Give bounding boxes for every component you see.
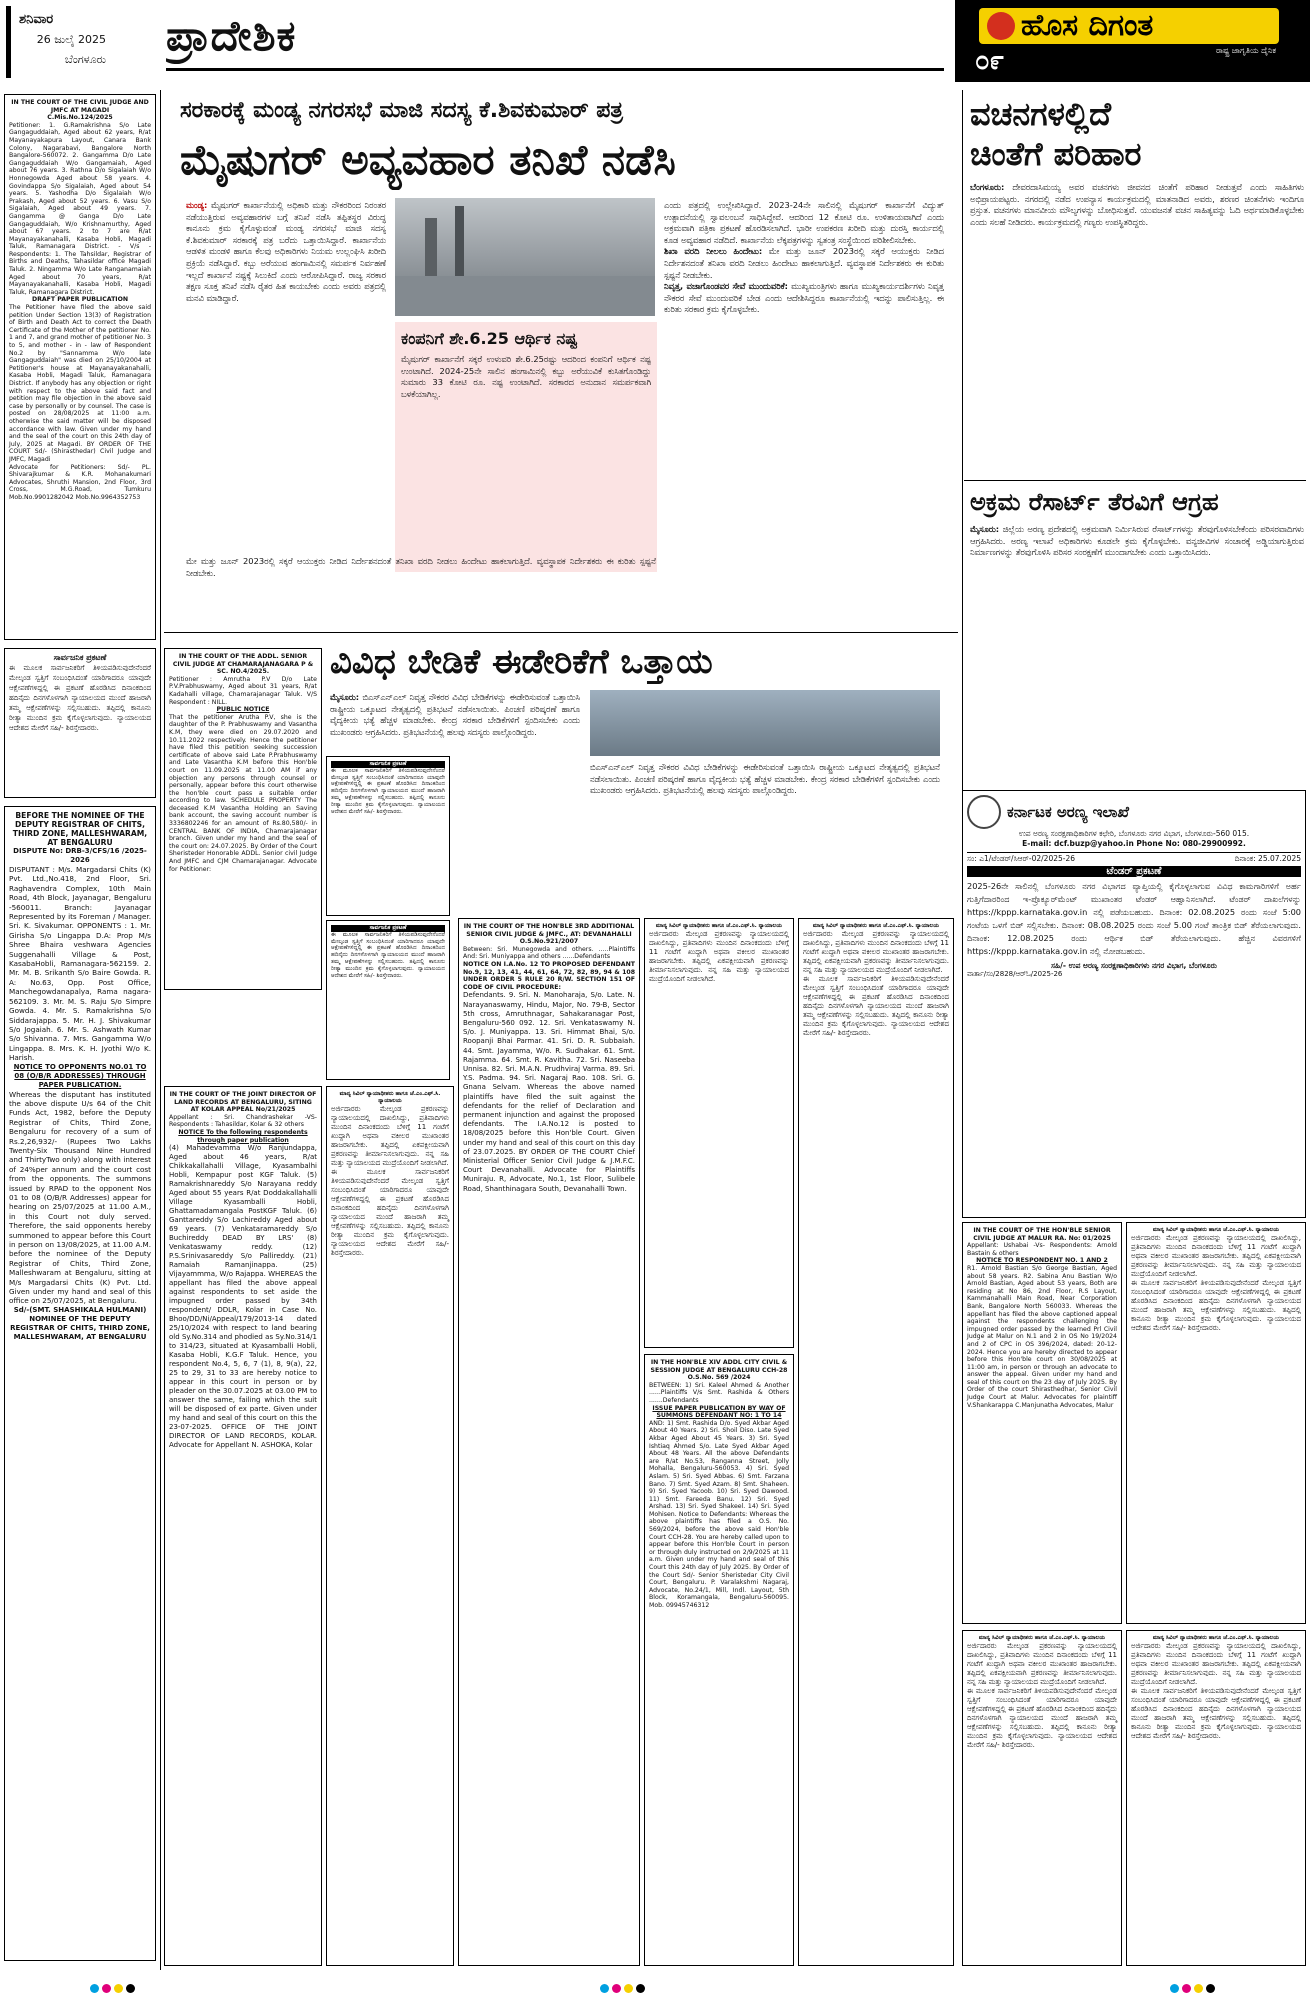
notice-heading: ಮಾನ್ಯ ಸಿವಿಲ್ ನ್ಯಾಯಾಧೀಶರು ಹಾಗೂ ಜೆ.ಎಂ.ಎಫ್.ಸಿ. ನ್ಯಾಯಾಲಯ [655,923,783,929]
notice-body: BETWEEN: 1) Sri. Kaleel Ahmed & Another ......Plaintiffs V/s Smt. Rashida & Others .......Defendants [649,1381,789,1404]
resort-body: ಮೈಸೂರು: ಜಿಲ್ಲೆಯ ಅರಣ್ಯ ಪ್ರದೇಶದಲ್ಲಿ ಅಕ್ರಮವಾಗಿ ನಿರ್ಮಿಸಿರುವ ರೆಸಾರ್ಟ್‌ಗಳನ್ನು ತೆರವುಗೊಳಿಸಬೇಕೆಂದು ಪರಿಸರವಾದಿಗಳು ಆಗ್ರಹಿಸಿದರು. ಅರಣ್ಯ ಇಲಾಖೆ ಅಧಿಕಾರಿಗಳು ಕೂಡಲೇ ಕ್ರಮ ಕೈಗೊಳ್ಳಬೇಕು. ವನ್ಯಜೀವಿಗಳ ಸಂಚಾರಕ್ಕೆ ಅಡ್ಡಿಯಾಗುತ್ತಿರುವ ನಿರ್ಮಾಣಗಳನ್ನು ತೆರವುಗೊಳಿಸಿ ಪರಿಸರ ಸಂರಕ್ಷಣೆಗೆ ಮುಂದಾಗಬೇಕು ಎಂದು ಒತ್ತಾಯಿಸಿದರು. [970,524,1304,558]
masthead-date-box [6,6,106,78]
notice-malur-court [962,1222,1122,1624]
notice-kn-court-2 [644,918,794,1348]
forest-body: 2025-26ನೇ ಸಾಲಿನಲ್ಲಿ ಬೆಂಗಳೂರು ನಗರ ವಿಭಾಗದ ವ್ಯಾಪ್ತಿಯಲ್ಲಿ ಕೈಗೊಳ್ಳಲಾಗುವ ವಿವಿಧ ಕಾಮಗಾರಿಗಳಿಗೆ ಅರ್ಹ ಗುತ್ತಿಗೆದಾರರಿಂದ ಇ-ಪ್ರೊಕ್ಯೂರ್‌ಮೆಂಟ್ ಮುಖಾಂತರ ಟೆಂಡರ್ ಆಹ್ವಾನಿಸಲಾಗಿದೆ. ಟೆಂಡರ್ ದಾಖಲೆಗಳನ್ನು https://kppp.karnataka.gov.in ನಲ್ಲಿ ಪಡೆಯಬಹುದು. ದಿನಾಂಕ: 02.08.2025 ರಂದು ಸಂಜೆ 5:00 ಗಂಟೆಯ ಒಳಗೆ ಬಿಡ್ ಸಲ್ಲಿಸಬೇಕು. ದಿನಾಂಕ: 08.08.2025 ರಂದು ಸಂಜೆ 5.00 ಗಂಟೆ ತಾಂತ್ರಿಕ ಬಿಡ್ ತೆರೆಯಲಾಗುವುದು. ದಿನಾಂಕ: 12.08.2025 ರಂದು ಆರ್ಥಿಕ ಬಿಡ್ ತೆರೆಯಲಾಗುವುದು. ಹೆಚ್ಚಿನ ವಿವರಗಳಿಗೆ https://kppp.karnataka.gov.in ನಲ್ಲಿ ನೋಡಬಹುದು. [967,880,1301,956]
notice-kn-small-2 [326,920,450,1080]
notice-body: ಅರ್ಜಿದಾರರು ಮೇಲ್ಕಂಡ ಪ್ರಕರಣವನ್ನು ನ್ಯಾಯಾಲಯದಲ್ಲಿ ದಾಖಲಿಸಿದ್ದು, ಪ್ರತಿವಾದಿಗಳು ಮುಂದಿನ ದಿನಾಂಕದಂದು ಬೆಳಿಗ್ಗೆ 11 ಗಂಟೆಗೆ ಖುದ್ದಾಗಿ ಅಥವಾ ವಕೀಲರ ಮುಖಾಂತರ ಹಾಜರಾಗಬೇಕು. ತಪ್ಪಿದಲ್ಲಿ ಏಕಪಕ್ಷೀಯವಾಗಿ ಪ್ರಕರಣವನ್ನು ತೀರ್ಮಾನಿಸಲಾಗುವುದು. ನನ್ನ ಸಹಿ ಮತ್ತು ನ್ಯಾಯಾಲಯದ ಮುದ್ರೆಯೊಂದಿಗೆ ನೀಡಲಾಗಿದೆ. [331,1104,449,1167]
demands-headline: ವಿವಿಧ ಬೇಡಿಕೆ ಈಡೇರಿಕೆಗೆ ಒತ್ತಾಯ [330,642,713,682]
notice-heading: ಸಾರ್ವಜನಿಕ ಪ್ರಕಟಣೆ [53,653,107,662]
notice-forest-tender [962,790,1306,1218]
column-divider [962,90,963,790]
lead-body-2: ಎಂದು ಪತ್ರದಲ್ಲಿ ಉಲ್ಲೇಖಿಸಿದ್ದಾರೆ. 2023-24ನೇ ಸಾಲಿನಲ್ಲಿ ಮೈಷುಗರ್ ಕಾರ್ಖಾನೆಗೆ ವಿದ್ಯುತ್ ಉತ್ಪಾದನೆಯಲ್ಲಿ ಸ್ವಾವಲಂಬನೆ ಸಾಧಿಸಿದ್ದೇವೆ. ಆದರಿಂದ 12 ಕೋಟಿ ರೂ. ಉಳಿತಾಯವಾಗಿದೆ ಎಂದು ಅಕ್ರಮವಾಗಿ ಪತ್ರಿಕಾ ಪ್ರಕಟಣೆ ಹೊರಡಿಸಲಾಗಿದೆ. ಭಾರೀ ಉಪಕರಣ ಖರೀದಿ ಮತ್ತು ದುರಸ್ತಿ ಕಾರ್ಯದಲ್ಲಿ ಕೂಡ ಅವ್ಯವಹಾರ ನಡೆದಿದೆ. ಕಾರ್ಖಾನೆಯ ಲೆಕ್ಕಪತ್ರಗಳನ್ನು ಸ್ವತಂತ್ರ ಸಂಸ್ಥೆಯಿಂದ ಪರಿಶೀಲಿಸಬೇಕು. [664,200,944,245]
registration-marks [90,1984,135,1993]
notice-heading: ಮಾನ್ಯ ಸಿವಿಲ್ ನ್ಯಾಯಾಧೀಶರು ಹಾಗೂ ಜೆ.ಎಂ.ಎಫ್.ಸಿ. ನ್ಯಾಯಾಲಯ [339,1091,441,1104]
notice-subtitle: NOTICE To the following respondents through paper publication [178,1128,308,1144]
notice-kn-court-6 [1126,1630,1306,1966]
notice-body: DISPUTANT : M/s. Margadarsi Chits (K) Pvt. Ltd.,No.418, 2nd Floor, Sri. Raghavendra Complex, 10th Main Road, 4th Block, Jayanagar, Bengaluru -560011. Branch: Jayanagar Represented by its Foreman / Manager. Sri. K. Sivakumar. OPPONENTS : 1. Mr. Girisha S/o Lingappa D.A: Prop M/s Shree Bhaira veshwara Agencies Suggenahalli Village & Post, KasabaHobli, Ramanagara-562159. 2. Mr. M. B. Srikanth S/o Baire Gowda. R. A: No.63, Opp. Post Office, Manchegowdanapalya, Rama nagara-562109. 3. Mr. M. S. Raju S/o Simpre Gowda. 4. Mr. S. Ramakrishna S/o Siddarajappa. 5. Mr. H. J. Shivakumar S/o Jogaiah. 6. Mr. S. Ashwath Kumar S/o Shivanna. 7. Mrs. Gangamma W/o Lingappa. 8. Mrs. K. H. Jyothi W/o K. Harish. [9,865,151,1063]
notice-subtitle: ISSUE PAPER PUBLICATION BY WAY OF SUMMONS DEFENDANT NO: 1 TO 14 [652,1404,786,1420]
registration-marks [1170,1984,1215,1993]
lead-subhead-1: ಶಿಖಾ ವರದಿ ನೀಲಲು ಹಿಂದೇಟು: [664,246,763,257]
notice-title: IN THE COURT OF THE ADDL. SENIOR CIVIL JUDGE AT CHAMARAJANAGARA P & SC. NO.4/2025. [172,653,314,676]
notice-body-2: AND: 1) Smt. Rashida D/o. Syed Akbar Aged About 40 Years. 2) Sri. Shoil Diso. Late Syed Akbar Aged About 45 Years. 3) Sri. Syed Ishtiaq Ahmed S/o. Late Syed Akbar Aged About 48 Years. All the above Defendants are R/at No.53, Ranganna Street, Jolly Mohalla, Bengaluru-560053. 4) Sri. Syed Aslam. 5) Sri. Syed Abbas. 6) Smt. Farzana Bano. 7) Smt. Syed Azam. 8) Smt. Shaheen. 9) Sri. Syed Yacoob. 10) Sri. Syed Dawood. 11) Smt. Fareeda Banu. 12) Sri. Syed Arshad. 13) Sri. Syed Shakeel. 14) Sri. Syed Mohisen. Notice to Defendants: Whereas the above plaintiffs has filed a O.S. No. 569/2024, before the above said Hon'ble Court CCH-28. You are hereby called upon to appear before this Hon'ble Court in person or through duly instructed on 2/9/2025 at 11 a.m. Given under my hand and seal of this Court this 24th day of July 2025. By Order of the Court Sd/- Senior Sheristedar City Civil Court, Bengaluru. P. Varalakshmi Nagaraj, Advocate, No.24/1, Mill, Indl. Layout, 5th Block, Koramangala, Bengaluru-560095. Mob. 09945746312 [649,1419,789,1609]
notice-devanahalli [458,918,640,1966]
paper-tagline: ರಾಷ್ಟ್ರ ಜಾಗೃತಿಯ ದೈನಿಕ [1215,46,1276,55]
paper-name: ಹೊಸ ದಿಗಂತ [1021,8,1154,43]
notice-body-2: Defendants. 9. Sri. N. Manoharaja, S/o. Late. N. Narayanaswamy, Hindu, Major, No. 79-B, Sector 5th cross, Amruthnagar, Sahakaranagar Post, Bengaluru-560 092. 12. Sri. Venkataswamy N. S/o. J. Muniyappa. 13. Sri. Himmat Bhai, S/o. Roopanji Bhai Parmar. 41. Sri. D. R. Subbaiah. 44. Smt. Jayamma, W/o. R. Sudhakar. 61. Smt. Rajamma. 64. Smt. R. Kavitha. 72. Sri. Naseeba Unnisa. 82. Sri. M.A.N. Prudhviraj Varma. 89. Sri. Y.S. Padma. 94. Sri. Nagaraj Rao. 108. Sri. G. Gnana Selvam. Whereas the above named plaintiffs have filed the suit against the defendants for the relief of Declaration and permanent injunction and against the proposed defendants. The I.A.No.12 is posted to 18/08/2025 before this Hon'ble Court. Given under my hand and seal of this court on this day of 23.07.2025. BY ORDER OF THE COURT Chief Ministerial Officer Senior Civil Judge & J.M.F.C. Court Devanahalli. Advocate for Plaintiffs Muniraju. R, Advocate, No.1, 1st Floor, Sulibele Road, Shanthinagara South, Devanahalli Town. [463,991,635,1193]
vachana-headline-2: ಚಿಂತೆಗೆ ಪರಿಹಾರ [970,135,1142,173]
forest-office: ಉಪ ಅರಣ್ಯ ಸಂರಕ್ಷಣಾಧಿಕಾರಿಗಳ ಕಛೇರಿ, ಬೆಂಗಳೂರು ನಗರ ವಿಭಾಗ, ಬೆಂಗಳೂರು-560 015. [1018,829,1250,838]
demands-body-2: ಬಿಎಸ್‌ಎನ್‌ಎಲ್ ನಿವೃತ್ತ ನೌಕರರ ವಿವಿಧ ಬೇಡಿಕೆಗಳನ್ನು ಈಡೇರಿಸುವಂತೆ ಒತ್ತಾಯಿಸಿ ರಾಷ್ಟ್ರೀಯ ಒಕ್ಕೂಟದ ನೇತೃತ್ವದಲ್ಲಿ ಪ್ರತಿಭಟನೆ ನಡೆಸಲಾಯಿತು. ಪಿಂಚಣಿ ಪರಿಷ್ಕರಣೆ ಹಾಗೂ ವೈದ್ಯಕೀಯ ಭತ್ಯೆ ಹೆಚ್ಚಳ ಮಾಡಬೇಕು. ಕೇಂದ್ರ ಸರಕಾರ ಬೇಡಿಕೆಗಳಿಗೆ ಸ್ಪಂದಿಸಬೇಕು ಎಂದು ಮುಖಂಡರು ಆಗ್ರಹಿಸಿದರು. ಪ್ರತಿಭಟನೆಯಲ್ಲಿ ಹಲವು ಸದಸ್ಯರು ಪಾಲ್ಗೊಂಡಿದ್ದರು. [590,762,940,796]
lead-body-1: ಮೈಷುಗರ್ ಕಾರ್ಖಾನೆಯಲ್ಲಿ ಅಧಿಕಾರಿ ಮತ್ತು ನೌಕರರಿಂದ ನಿರಂತರ ನಡೆಯುತ್ತಿರುವ ಅವ್ಯವಹಾರಗಳ ಬಗ್ಗೆ ತನಿಖೆ ನಡೆಸಿ ತಪ್ಪಿತಸ್ಥರ ವಿರುದ್ಧ ಕಾನೂನು ಕ್ರಮ ಕೈಗೊಳ್ಳುವಂತೆ ಮಂಡ್ಯ ನಗರಸಭೆ ಮಾಜಿ ಸದಸ್ಯ ಕೆ.ಶಿವಕುಮಾರ್ ಸರಕಾರಕ್ಕೆ ಪತ್ರ ಬರೆದು ಒತ್ತಾಯಿಸಿದ್ದಾರೆ. ಕಾರ್ಖಾನೆಯ ಆಡಳಿತ ಮಂಡಳಿ ಹಾಗೂ ಕೆಲವು ಅಧಿಕಾರಿಗಳು ನಿಯಮ ಉಲ್ಲಂಘಿಸಿ ಖರೀದಿ ಪ್ರಕ್ರಿಯೆ ನಡೆಸಿದ್ದಾರೆ. ಕಬ್ಬು ಅರೆಯುವ ಹಂಗಾಮಿನಲ್ಲಿ ಸಮರ್ಪಕ ನಿರ್ವಹಣೆ ಇಲ್ಲದೆ ಕಾರ್ಖಾನೆ ನಷ್ಟಕ್ಕೆ ಸಿಲುಕಿದೆ ಎಂದು ಆರೋಪಿಸಿದ್ದಾರೆ. ರಾಜ್ಯ ಸರಕಾರ ತಕ್ಷಣ ಸೂಕ್ತ ತನಿಖೆ ನಡೆಸಿ ರೈತರ ಹಿತ ಕಾಯಬೇಕು ಎಂದು ಅವರು ಪತ್ರದಲ್ಲಿ ಮನವಿ ಮಾಡಿದ್ದಾರೆ. [186,200,386,303]
section-name: ಪ್ರಾದೇಶಿಕ [166,11,297,60]
notice-body: ಈ ಮೂಲಕ ಸಾರ್ವಜನಿಕರಿಗೆ ತಿಳಿಯಪಡಿಸುವುದೇನೆಂದರೆ ಮೇಲ್ಕಂಡ ಸ್ವತ್ತಿಗೆ ಸಂಬಂಧಿಸಿದಂತೆ ಯಾರಿಗಾದರೂ ಯಾವುದೇ ಆಕ್ಷೇಪಣೆಗಳಿದ್ದಲ್ಲಿ ಈ ಪ್ರಕಟಣೆ ಹೊರಡಿಸಿದ ದಿನಾಂಕದಿಂದ ಹದಿನೈದು ದಿನಗಳೊಳಗಾಗಿ ನ್ಯಾಯಾಲಯದ ಮುಂದೆ ಹಾಜರಾಗಿ ತಮ್ಮ ಆಕ್ಷೇಪಣೆಗಳನ್ನು ಸಲ್ಲಿಸಬಹುದು. ತಪ್ಪಿದಲ್ಲಿ ಕಾನೂನು ರೀತ್ಯಾ ಮುಂದಿನ ಕ್ರಮ ಕೈಗೊಳ್ಳಲಾಗುವುದು. ನ್ಯಾಯಾಲಯದ ಆದೇಶದ ಮೇರೆಗೆ ಸಹಿ/- ಶಿರಸ್ತೇದಾರರು. [331,931,445,979]
inset-box [395,322,657,572]
notice-body: ಈ ಮೂಲಕ ಸಾರ್ವಜನಿಕರಿಗೆ ತಿಳಿಯಪಡಿಸುವುದೇನೆಂದರೆ ಮೇಲ್ಕಂಡ ಸ್ವತ್ತಿಗೆ ಸಂಬಂಧಿಸಿದಂತೆ ಯಾರಿಗಾದರೂ ಯಾವುದೇ ಆಕ್ಷೇಪಣೆಗಳಿದ್ದಲ್ಲಿ ಈ ಪ್ರಕಟಣೆ ಹೊರಡಿಸಿದ ದಿನಾಂಕದಿಂದ ಹದಿನೈದು ದಿನಗಳೊಳಗಾಗಿ ನ್ಯಾಯಾಲಯದ ಮುಂದೆ ಹಾಜರಾಗಿ ತಮ್ಮ ಆಕ್ಷೇಪಣೆಗಳನ್ನು ಸಲ್ಲಿಸಬಹುದು. ತಪ್ಪಿದಲ್ಲಿ ಕಾನೂನು ರೀತ್ಯಾ ಮುಂದಿನ ಕ್ರಮ ಕೈಗೊಳ್ಳಲಾಗುವುದು. ನ್ಯಾಯಾಲಯದ ಆದೇಶದ ಮೇರೆಗೆ ಸಹಿ/- ಶಿರಸ್ತೇದಾರರು. [331,767,445,815]
lead-kicker: ಸರಕಾರಕ್ಕೆ ಮಂಡ್ಯ ನಗರಸಭೆ ಮಾಜಿ ಸದಸ್ಯ ಕೆ.ಶಿವಕುಮಾರ್ ಪತ್ರ [180,98,623,123]
notice-title: IN THE COURT OF THE CIVIL JUDGE AND JMFC AT MAGADI [11,99,149,114]
notice-body-2: That the petitioner Arutha P.V, she is the daughter of the P. Prabhuswamy and Vasantha K.M, they were died on 29.07.2020 and 10.11.2022 respectively. Hence the petitioner have filed this petition seeking succession certificate of above said Late P.Prabhuswamy and Late Vasantha K.M before this Hon'ble court on 11.09.2025 at 11.00 AM if any objection any persons through counsel or personally, appear before this court otherwise the hon'ble court pass a suitable order according to law. SCHEDULE PROPERTY The deceased K.M Vasantha Holding an Saving bank account, the saving account number is 3336802246 for an amount of Rs.80,580/- in CENTRAL BANK OF INDIA, Chamarajanagar branch. Given under my hand and the seal of the court on: 24.07.2025. By Order of the Court Sheristeder Honorable ADDL. Senior civil Judge And JMFC and CJM Chamarajanagar. Advocate for Petitioner: [169,713,317,873]
protest-photo [590,690,940,756]
forest-email: E-mail: dcf.buzp@yahoo.in Phone No: 080-29900992. [1022,839,1246,848]
notice-body: Appellant: Ushabai -Vs- Respondents: Arnold Bastain & others [967,1242,1117,1257]
notice-body: ಅರ್ಜಿದಾರರು ಮೇಲ್ಕಂಡ ಪ್ರಕರಣವನ್ನು ನ್ಯಾಯಾಲಯದಲ್ಲಿ ದಾಖಲಿಸಿದ್ದು, ಪ್ರತಿವಾದಿಗಳು ಮುಂದಿನ ದಿನಾಂಕದಂದು ಬೆಳಿಗ್ಗೆ 11 ಗಂಟೆಗೆ ಖುದ್ದಾಗಿ ಅಥವಾ ವಕೀಲರ ಮುಖಾಂತರ ಹಾಜರಾಗಬೇಕು. ತಪ್ಪಿದಲ್ಲಿ ಏಕಪಕ್ಷೀಯವಾಗಿ ಪ್ರಕರಣವನ್ನು ತೀರ್ಮಾನಿಸಲಾಗುವುದು. ನನ್ನ ಸಹಿ ಮತ್ತು ನ್ಯಾಯಾಲಯದ ಮುದ್ರೆಯೊಂದಿಗೆ ನೀಡಲಾಗಿದೆ. [1131,1233,1301,1278]
forest-dept-emblem-icon [967,795,1001,829]
notice-body: ಅರ್ಜಿದಾರರು ಮೇಲ್ಕಂಡ ಪ್ರಕರಣವನ್ನು ನ್ಯಾಯಾಲಯದಲ್ಲಿ ದಾಖಲಿಸಿದ್ದು, ಪ್ರತಿವಾದಿಗಳು ಮುಂದಿನ ದಿನಾಂಕದಂದು ಬೆಳಿಗ್ಗೆ 11 ಗಂಟೆಗೆ ಖುದ್ದಾಗಿ ಅಥವಾ ವಕೀಲರ ಮುಖಾಂತರ ಹಾಜರಾಗಬೇಕು. ತಪ್ಪಿದಲ್ಲಿ ಏಕಪಕ್ಷೀಯವಾಗಿ ಪ್ರಕರಣವನ್ನು ತೀರ್ಮಾನಿಸಲಾಗುವುದು. ನನ್ನ ಸಹಿ ಮತ್ತು ನ್ಯಾಯಾಲಯದ ಮುದ್ರೆಯೊಂದಿಗೆ ನೀಡಲಾಗಿದೆ. [967,1641,1117,1686]
notice-body-repeat: ಈ ಮೂಲಕ ಸಾರ್ವಜನಿಕರಿಗೆ ತಿಳಿಯಪಡಿಸುವುದೇನೆಂದರೆ ಮೇಲ್ಕಂಡ ಸ್ವತ್ತಿಗೆ ಸಂಬಂಧಿಸಿದಂತೆ ಯಾರಿಗಾದರೂ ಯಾವುದೇ ಆಕ್ಷೇಪಣೆಗಳಿದ್ದಲ್ಲಿ ಈ ಪ್ರಕಟಣೆ ಹೊರಡಿಸಿದ ದಿನಾಂಕದಿಂದ ಹದಿನೈದು ದಿನಗಳೊಳಗಾಗಿ ನ್ಯಾಯಾಲಯದ ಮುಂದೆ ಹಾಜರಾಗಿ ತಮ್ಮ ಆಕ್ಷೇಪಣೆಗಳನ್ನು ಸಲ್ಲಿಸಬಹುದು. ತಪ್ಪಿದಲ್ಲಿ ಕಾನೂನು ರೀತ್ಯಾ ಮುಂದಿನ ಕ್ರಮ ಕೈಗೊಳ್ಳಲಾಗುವುದು. ನ್ಯಾಯಾಲಯದ ಆದೇಶದ ಮೇರೆಗೆ ಸಹಿ/- ಶಿರಸ್ತೇದಾರರು. [1131,1686,1301,1740]
forest-subtitle: ಟೆಂಡರ್ ಪ್ರಕಟಣೆ [967,866,1301,877]
notice-body: ಅರ್ಜಿದಾರರು ಮೇಲ್ಕಂಡ ಪ್ರಕರಣವನ್ನು ನ್ಯಾಯಾಲಯದಲ್ಲಿ ದಾಖಲಿಸಿದ್ದು, ಪ್ರತಿವಾದಿಗಳು ಮುಂದಿನ ದಿನಾಂಕದಂದು ಬೆಳಿಗ್ಗೆ 11 ಗಂಟೆಗೆ ಖುದ್ದಾಗಿ ಅಥವಾ ವಕೀಲರ ಮುಖಾಂತರ ಹಾಜರಾಗಬೇಕು. ತಪ್ಪಿದಲ್ಲಿ ಏಕಪಕ್ಷೀಯವಾಗಿ ಪ್ರಕರಣವನ್ನು ತೀರ್ಮಾನಿಸಲಾಗುವುದು. ನನ್ನ ಸಹಿ ಮತ್ತು ನ್ಯಾಯಾಲಯದ ಮುದ್ರೆಯೊಂದಿಗೆ ನೀಡಲಾಗಿದೆ. [803,929,949,974]
notice-body-2: (4) Mahadevamma W/o Ranjundappa, Aged about 46 years, R/at Chikkakallahalli Village, Kyasambalhi Hobli, Kempapur post KGF Taluk. (5) Ramakrishnareddy S/o Narayana reddy Aged about 55 years R/at Doddakallahalli Village Kyasamballi Hobli, Ghattamadamangala PostKGF Taluk. (6) Ganttareddy S/o Lachireddy Aged about 69 years. (7) Venkataramareddy S/o Buchireddy DEAD BY LRS' (8) Venkataswamy reddy. (12) P.S.Srinivasareddy S/o Pallireddy. (21) Ramaiah Ramanjinappa. (25) Vijayammma, W/o Rajappa. WHEREAS the appellant has filed the above appeal against respondents to set aside the impugned order passed by 34th respondent/ DDLR, Kolar in Case No. Bhoo/DD/Ni/Appeal/179/2013-14 dated 25/10/2024 with respect to land bearing old Sy.No.314 and phodied as Sy.No.314/1 to 314/23, situated at Kyasamballi Hobli, Kasaba Hobli, K.G.F Taluk. Hence, you respondent No.4, 5, 6, 7 (1), 8, 9(a), 22, 25 to 29, 31 to 33 are hereby notice to appear in this court in person or by pleader on the 30.07.2025 at 03.00 PM to answer the same, failing which the suit will be disposed of ex parte. Given under my hand and seal of this court on this the 23-07-2025. OFFICE OF THE JOINT DIRECTOR OF LAND RECORDS, KOLAR. Advocate for Appellant N. ASHOKA, Kolar [169,1144,317,1450]
notice-title: IN THE COURT OF THE HON'BLE SENIOR CIVIL JUDGE AT MALUR RA. No: 01/2025 [973,1227,1111,1242]
masthead-city: ಬೆಂಗಳೂರು [64,53,106,66]
lead-headline: ಮೈಷುಗರ್ ಅವ್ಯವಹಾರ ತನಿಖೆ ನಡೆಸಿ [180,135,676,184]
notice-magadi-court [4,94,156,640]
notice-heading: ಸಾರ್ವಜನಿಕ ಪ್ರಕಟಣೆ [331,761,445,768]
lead-body-cont: ಮೇ ಮತ್ತು ಜೂನ್ 2023ರಲ್ಲಿ ಸಕ್ಕರೆ ಆಯುಕ್ತರು ನೀಡಿದ ನಿರ್ದೇಶನದಂತೆ ತನಿಖಾ ವರದಿ ನೀಡಲು ಹಿಂದೇಟು ಹಾಕಲಾಗುತ್ತಿದೆ. ವ್ಯವಸ್ಥಾಪಕ ನಿರ್ದೇಶಕರು ಈ ಕುರಿತು ಸ್ಪಷ್ಟನೆ ನೀಡಬೇಕು. [186,556,656,578]
forest-sign: ಸಹಿ/- ಉಪ ಅರಣ್ಯ ಸಂರಕ್ಷಣಾಧಿಕಾರಿಗಳು ನಗರ ವಿಭಾಗ, ಬೆಂಗಳೂರು [1051,960,1217,970]
column-divider [160,90,161,1970]
notice-land-records [164,1086,322,1966]
lead-body-3: ಮೇ ಮತ್ತು ಜೂನ್ 2023ರಲ್ಲಿ ಸಕ್ಕರೆ ಆಯುಕ್ತರು ನೀಡಿದ ನಿರ್ದೇಶನದಂತೆ ತನಿಖಾ ವರದಿ ನೀಡಲು ಹಿಂದೇಟು ಹಾಕಲಾಗುತ್ತಿದೆ. ವ್ಯವಸ್ಥಾಪಕ ನಿರ್ದೇಶಕರು ಈ ಕುರಿತು ಸ್ಪಷ್ಟನೆ ನೀಡಬೇಕು. [664,246,944,280]
lead-body-col-2b [186,556,656,626]
notice-case: C.Mis.No.124/2025 [47,114,113,122]
notice-body-repeat: ಈ ಮೂಲಕ ಸಾರ್ವಜನಿಕರಿಗೆ ತಿಳಿಯಪಡಿಸುವುದೇನೆಂದರೆ ಮೇಲ್ಕಂಡ ಸ್ವತ್ತಿಗೆ ಸಂಬಂಧಿಸಿದಂತೆ ಯಾರಿಗಾದರೂ ಯಾವುದೇ ಆಕ್ಷೇಪಣೆಗಳಿದ್ದಲ್ಲಿ ಈ ಪ್ರಕಟಣೆ ಹೊರಡಿಸಿದ ದಿನಾಂಕದಿಂದ ಹದಿನೈದು ದಿನಗಳೊಳಗಾಗಿ ನ್ಯಾಯಾಲಯದ ಮುಂದೆ ಹಾಜರಾಗಿ ತಮ್ಮ ಆಕ್ಷೇಪಣೆಗಳನ್ನು ಸಲ್ಲಿಸಬಹುದು. ತಪ್ಪಿದಲ್ಲಿ ಕಾನೂನು ರೀತ್ಯಾ ಮುಂದಿನ ಕ್ರಮ ಕೈಗೊಳ್ಳಲಾಗುವುದು. ನ್ಯಾಯಾಲಯದ ಆದೇಶದ ಮೇರೆಗೆ ಸಹಿ/- ಶಿರಸ್ತೇದಾರರು. [331,1167,449,1257]
demands-body: ಮೈಸೂರು: ಬಿಎಸ್‌ಎನ್‌ಎಲ್ ನಿವೃತ್ತ ನೌಕರರ ವಿವಿಧ ಬೇಡಿಕೆಗಳನ್ನು ಈಡೇರಿಸುವಂತೆ ಒತ್ತಾಯಿಸಿ ರಾಷ್ಟ್ರೀಯ ಒಕ್ಕೂಟದ ನೇತೃತ್ವದಲ್ಲಿ ಪ್ರತಿಭಟನೆ ನಡೆಸಲಾಯಿತು. ಪಿಂಚಣಿ ಪರಿಷ್ಕರಣೆ ಹಾಗೂ ವೈದ್ಯಕೀಯ ಭತ್ಯೆ ಹೆಚ್ಚಳ ಮಾಡಬೇಕು. ಕೇಂದ್ರ ಸರಕಾರ ಬೇಡಿಕೆಗಳಿಗೆ ಸ್ಪಂದಿಸಬೇಕು ಎಂದು ಮುಖಂಡರು ಆಗ್ರಹಿಸಿದರು. ಪ್ರತಿಭಟನೆಯಲ್ಲಿ ಹಲವು ಸದಸ್ಯರು ಪಾಲ್ಗೊಂಡಿದ್ದರು. [330,692,580,737]
resort-dateline: ಮೈಸೂರು: [970,524,1000,534]
forest-footer: ವಾರ್ತಾ/ಸಂ/2828/ಆರ್‌ಓ/2025-26 [967,969,1063,978]
lead-subhead-2: ನಿವೃತ್ತ, ವಜಾಗೊಂಡವರ ಸೇವೆ ಮುಂದುವರಿಕೆ: [664,281,788,292]
resort-story [970,486,1304,786]
notice-case: DISPUTE No: DRB-3/CFS/16 /2025-2026 [13,847,147,864]
demands-dateline: ಮೈಸೂರು: [330,692,360,702]
notice-kn-court-1 [326,1086,454,1966]
notice-subtitle: NOTICE TO RESPONDENT NO. 1 AND 2 [976,1257,1108,1265]
vachana-body: ಬೆಂಗಳೂರು: ದೇವರದಾಸಿಮಯ್ಯ ಅವರ ವಚನಗಳು ಜೀವನದ ಚಿಂತೆಗೆ ಪರಿಹಾರ ನೀಡುತ್ತವೆ ಎಂದು ಸಾಹಿತಿಗಳು ಅಭಿಪ್ರಾಯಪಟ್ಟರು. ನಗರದಲ್ಲಿ ನಡೆದ ಉಪನ್ಯಾಸ ಕಾರ್ಯಕ್ರಮದಲ್ಲಿ ಮಾತನಾಡಿದ ಅವರು, ಶರಣರ ಚಿಂತನೆಗಳು ಇಂದಿಗೂ ಪ್ರಸ್ತುತ. ವಚನಗಳು ಮಾನವೀಯ ಮೌಲ್ಯಗಳನ್ನು ಬೋಧಿಸುತ್ತವೆ. ಯುವಜನತೆ ವಚನ ಸಾಹಿತ್ಯವನ್ನು ಓದಿ ಅರ್ಥಮಾಡಿಕೊಳ್ಳಬೇಕು ಎಂದು ಸಲಹೆ ನೀಡಿದರು. ಕಾರ್ಯಕ್ರಮದಲ್ಲಿ ಗಣ್ಯರು ಉಪಸ್ಥಿತರಿದ್ದರು. [970,182,1304,227]
forest-dept: ಕರ್ನಾಟಕ ಅರಣ್ಯ ಇಲಾಖೆ [1007,803,1129,821]
lead-body-4: ಮುಖ್ಯಮಂತ್ರಿಗಳು ಹಾಗೂ ಮುಖ್ಯಕಾರ್ಯದರ್ಶಿಗಳು ನಿವೃತ್ತ ನೌಕರರ ಸೇವೆ ಮುಂದುವರಿಕೆ ಬೇಡ ಎಂದು ಆದೇಶಿಸಿದ್ದರೂ ಕಾರ್ಖಾನೆಯಲ್ಲಿ ಇದನ್ನು ಪಾಲಿಸುತ್ತಿಲ್ಲ. ಈ ಕುರಿತು ಸರಕಾರ ಕ್ರಮ ಕೈಗೊಳ್ಳಬೇಕು. [664,281,944,315]
notice-title: IN THE COURT OF THE HON'BLE 3RD ADDITIONAL SENIOR CIVIL JUDGE & JMFC., AT: DEVANAHALLI O.S.No.921/2007 [463,923,635,946]
notice-title: IN THE HON'BLE XIV ADDL CITY CIVIL & SESSION JUDGE AT BENGALURU CCH-28 O.S.No. 569 /2024 [650,1359,788,1382]
notice-body: ಈ ಮೂಲಕ ಸಾರ್ವಜನಿಕರಿಗೆ ತಿಳಿಯಪಡಿಸುವುದೇನೆಂದರೆ ಮೇಲ್ಕಂಡ ಸ್ವತ್ತಿಗೆ ಸಂಬಂಧಿಸಿದಂತೆ ಯಾರಿಗಾದರೂ ಯಾವುದೇ ಆಕ್ಷೇಪಣೆಗಳಿದ್ದಲ್ಲಿ ಈ ಪ್ರಕಟಣೆ ಹೊರಡಿಸಿದ ದಿನಾಂಕದಿಂದ ಹದಿನೈದು ದಿನಗಳೊಳಗಾಗಿ ನ್ಯಾಯಾಲಯದ ಮುಂದೆ ಹಾಜರಾಗಿ ತಮ್ಮ ಆಕ್ಷೇಪಣೆಗಳನ್ನು ಸಲ್ಲಿಸಬಹುದು. ತಪ್ಪಿದಲ್ಲಿ ಕಾನೂನು ರೀತ್ಯಾ ಮುಂದಿನ ಕ್ರಮ ಕೈಗೊಳ್ಳಲಾಗುವುದು. ನ್ಯಾಯಾಲಯದ ಆದೇಶದ ಮೇರೆಗೆ ಸಹಿ/- ಶಿರಸ್ತೇದಾರರು. [9,664,151,732]
forest-ref-date: ದಿನಾಂಕ: 25.07.2025 [1234,854,1301,863]
section-divider [164,632,958,633]
lead-body-col-3 [664,200,944,620]
notice-subtitle: PUBLIC NOTICE [216,706,270,714]
logo-emblem-icon [987,12,1015,40]
page-number: ೦೯ [975,46,1005,76]
vachana-dateline: ಬೆಂಗಳೂರು: [970,182,1005,192]
notice-body: Appellant : Sri. Chandrashekar -VS- Respondents : Tahasildar, Kolar & 32 others [169,1113,317,1129]
notice-body-repeat: ಈ ಮೂಲಕ ಸಾರ್ವಜನಿಕರಿಗೆ ತಿಳಿಯಪಡಿಸುವುದೇನೆಂದರೆ ಮೇಲ್ಕಂಡ ಸ್ವತ್ತಿಗೆ ಸಂಬಂಧಿಸಿದಂತೆ ಯಾರಿಗಾದರೂ ಯಾವುದೇ ಆಕ್ಷೇಪಣೆಗಳಿದ್ದಲ್ಲಿ ಈ ಪ್ರಕಟಣೆ ಹೊರಡಿಸಿದ ದಿನಾಂಕದಿಂದ ಹದಿನೈದು ದಿನಗಳೊಳಗಾಗಿ ನ್ಯಾಯಾಲಯದ ಮುಂದೆ ಹಾಜರಾಗಿ ತಮ್ಮ ಆಕ್ಷೇಪಣೆಗಳನ್ನು ಸಲ್ಲಿಸಬಹುದು. ತಪ್ಪಿದಲ್ಲಿ ಕಾನೂನು ರೀತ್ಯಾ ಮುಂದಿನ ಕ್ರಮ ಕೈಗೊಳ್ಳಲಾಗುವುದು. ನ್ಯಾಯಾಲಯದ ಆದೇಶದ ಮೇರೆಗೆ ಸಹಿ/- ಶಿರಸ್ತೇದಾರರು. [803,974,949,1037]
masthead-logo-box [955,0,1310,82]
notice-advocate: Advocate for Petitioners: Sd/- PL. Shivarajkumar & K.R. Mohanakumari Advocates, Shruthi Mansion, 2nd Floor, 3rd Cross, M.G.Road, Tumkuru Mob.No.9901282042 Mob.No.9964352753 [9,463,151,501]
registration-marks [600,1984,645,1993]
notice-body: Petitioner : Amrutha P.V D/o Late P.V.Prabhuswamy, Aged about 31 years, R/at Kadahalli village, Chamarajanagar Taluk. V/S Respondent : NILL. [169,675,317,706]
notice-kn-court-3 [798,918,954,1966]
notice-sign: Sd/-(SMT. SHASHIKALA HULMANI) NOMINEE OF THE DEPUTY REGISTRAR OF CHITS, THIRD ZONE, MALLESHWARAM, AT BENGALURU [10,1305,150,1341]
masthead-date: 26 ಜುಲೈ 2025 [36,33,106,46]
notice-body: Between: Sri. Munegowda and others. .....Plaintiffs And: Sri. Muniyappa and others ......Defendants [463,945,635,961]
resort-headline: ಅಕ್ರಮ ರೆಸಾರ್ಟ್ ತೆರವಿಗೆ ಆಗ್ರಹ [970,488,1219,516]
notice-heading: ಸಾರ್ವಜನಿಕ ಪ್ರಕಟಣೆ [331,925,445,932]
lead-dateline: ಮಂಡ್ಯ: [186,200,208,210]
notice-small-ad [4,648,156,798]
notice-body: ಅರ್ಜಿದಾರರು ಮೇಲ್ಕಂಡ ಪ್ರಕರಣವನ್ನು ನ್ಯಾಯಾಲಯದಲ್ಲಿ ದಾಖಲಿಸಿದ್ದು, ಪ್ರತಿವಾದಿಗಳು ಮುಂದಿನ ದಿನಾಂಕದಂದು ಬೆಳಿಗ್ಗೆ 11 ಗಂಟೆಗೆ ಖುದ್ದಾಗಿ ಅಥವಾ ವಕೀಲರ ಮುಖಾಂತರ ಹಾಜರಾಗಬೇಕು. ತಪ್ಪಿದಲ್ಲಿ ಏಕಪಕ್ಷೀಯವಾಗಿ ಪ್ರಕರಣವನ್ನು ತೀರ್ಮಾನಿಸಲಾಗುವುದು. ನನ್ನ ಸಹಿ ಮತ್ತು ನ್ಯಾಯಾಲಯದ ಮುದ್ರೆಯೊಂದಿಗೆ ನೀಡಲಾಗಿದೆ. [1131,1641,1301,1686]
masthead-rule [166,68,944,71]
notice-body-2: The Petitioner have filed the above said petition Under Section 13(3) of Registration of Birth and Death Act to correct the Death Certificate of the Mother of the petitioner No. 1 and 7, and grand mother of petitioner No. 3 to 5, and mother - in - law of Respondent No.2 by "Sannamma W/o late Gangaguddaiah" was died on 25/10/2004 at Petitioner's house at Mayanayakanahalli, Kasaba Hobli, Magadi Taluk, Ramanagara District. If anybody has any objection or right with respect to the above said fact and petition may file objection in the above said case by personally or by counsel. The case is posted on 28/08/2025 at 11:00 a.m. otherwise the said matter will be disposed accordance with law. Given under my hand and the seal of the court on this 24th day of July, 2025 at Magadi. BY ORDER OF THE COURT Sd/- (Shirasthedar) Civil Judge and JMFC, Magadi [9,304,151,463]
notice-body-repeat: ಈ ಮೂಲಕ ಸಾರ್ವಜನಿಕರಿಗೆ ತಿಳಿಯಪಡಿಸುವುದೇನೆಂದರೆ ಮೇಲ್ಕಂಡ ಸ್ವತ್ತಿಗೆ ಸಂಬಂಧಿಸಿದಂತೆ ಯಾರಿಗಾದರೂ ಯಾವುದೇ ಆಕ್ಷೇಪಣೆಗಳಿದ್ದಲ್ಲಿ ಈ ಪ್ರಕಟಣೆ ಹೊರಡಿಸಿದ ದಿನಾಂಕದಿಂದ ಹದಿನೈದು ದಿನಗಳೊಳಗಾಗಿ ನ್ಯಾಯಾಲಯದ ಮುಂದೆ ಹಾಜರಾಗಿ ತಮ್ಮ ಆಕ್ಷೇಪಣೆಗಳನ್ನು ಸಲ್ಲಿಸಬಹುದು. ತಪ್ಪಿದಲ್ಲಿ ಕಾನೂನು ರೀತ್ಯಾ ಮುಂದಿನ ಕ್ರಮ ಕೈಗೊಳ್ಳಲಾಗುವುದು. ನ್ಯಾಯಾಲಯದ ಆದೇಶದ ಮೇರೆಗೆ ಸಹಿ/- ಶಿರಸ್ತೇದಾರರು. [967,1686,1117,1749]
notice-body-repeat: ಈ ಮೂಲಕ ಸಾರ್ವಜನಿಕರಿಗೆ ತಿಳಿಯಪಡಿಸುವುದೇನೆಂದರೆ ಮೇಲ್ಕಂಡ ಸ್ವತ್ತಿಗೆ ಸಂಬಂಧಿಸಿದಂತೆ ಯಾರಿಗಾದರೂ ಯಾವುದೇ ಆಕ್ಷೇಪಣೆಗಳಿದ್ದಲ್ಲಿ ಈ ಪ್ರಕಟಣೆ ಹೊರಡಿಸಿದ ದಿನಾಂಕದಿಂದ ಹದಿನೈದು ದಿನಗಳೊಳಗಾಗಿ ನ್ಯಾಯಾಲಯದ ಮುಂದೆ ಹಾಜರಾಗಿ ತಮ್ಮ ಆಕ್ಷೇಪಣೆಗಳನ್ನು ಸಲ್ಲಿಸಬಹುದು. ತಪ್ಪಿದಲ್ಲಿ ಕಾನೂನು ರೀತ್ಯಾ ಮುಂದಿನ ಕ್ರಮ ಕೈಗೊಳ್ಳಲಾಗುವುದು. ನ್ಯಾಯಾಲಯದ ಆದೇಶದ ಮೇರೆಗೆ ಸಹಿ/- ಶಿರಸ್ತೇದಾರರು. [1131,1278,1301,1332]
inset-body: ಮೈಷುಗರ್ ಕಾರ್ಖಾನೆಗೆ ಸಕ್ಕರೆ ಉಳುವರಿ ಶೇ.6.25ರಷ್ಟು ಆದರಿಂದ ಕಂಪನಿಗೆ ಆರ್ಥಿಕ ನಷ್ಟ ಉಂಟಾಗಿದೆ. 2024-25ನೇ ಸಾಲಿನ ಹಂಗಾಮಿನಲ್ಲಿ ಕಬ್ಬು ಅರೆಯುವಿಕೆ ಕುಸಿತಗೊಂಡಿದ್ದು ಸುಮಾರು 33 ಕೋಟಿ ರೂ. ನಷ್ಟ ಉಂಟಾಗಿದೆ. ಸರಕಾರದ ಅನುದಾನ ಸಮರ್ಪಕವಾಗಿ ಬಳಕೆಯಾಗಿಲ್ಲ. [401,354,651,399]
section-title [166,8,686,64]
notice-heading: ಮಾನ್ಯ ಸಿವಿಲ್ ನ್ಯಾಯಾಧೀಶರು ಹಾಗೂ ಜೆ.ಎಂ.ಎಫ್.ಸಿ. ನ್ಯಾಯಾಲಯ [812,923,940,929]
notice-chamarajanagar [164,648,322,990]
notice-body: ಅರ್ಜಿದಾರರು ಮೇಲ್ಕಂಡ ಪ್ರಕರಣವನ್ನು ನ್ಯಾಯಾಲಯದಲ್ಲಿ ದಾಖಲಿಸಿದ್ದು, ಪ್ರತಿವಾದಿಗಳು ಮುಂದಿನ ದಿನಾಂಕದಂದು ಬೆಳಿಗ್ಗೆ 11 ಗಂಟೆಗೆ ಖುದ್ದಾಗಿ ಅಥವಾ ವಕೀಲರ ಮುಖಾಂತರ ಹಾಜರಾಗಬೇಕು. ತಪ್ಪಿದಲ್ಲಿ ಏಕಪಕ್ಷೀಯವಾಗಿ ಪ್ರಕರಣವನ್ನು ತೀರ್ಮಾನಿಸಲಾಗುವುದು. ನನ್ನ ಸಹಿ ಮತ್ತು ನ್ಯಾಯಾಲಯದ ಮುದ್ರೆಯೊಂದಿಗೆ ನೀಡಲಾಗಿದೆ. [649,929,789,983]
lead-body-col-1 [186,200,386,550]
logo-badge [979,8,1279,44]
masthead-day: ಶನಿವಾರ [19,12,54,27]
notice-title: IN THE COURT OF THE JOINT DIRECTOR OF LAND RECORDS AT BENGALURU, SITING AT KOLAR APPEAL No/21/2025 [169,1091,317,1114]
notice-heading: ಮಾನ್ಯ ಸಿವಿಲ್ ನ್ಯಾಯಾಧೀಶರು ಹಾಗೂ ಜೆ.ಎಂ.ಎಫ್.ಸಿ. ನ್ಯಾಯಾಲಯ [978,1635,1106,1641]
notice-heading: ಮಾನ್ಯ ಸಿವಿಲ್ ನ್ಯಾಯಾಧೀಶರು ಹಾಗೂ ಜೆ.ಎಂ.ಎಫ್.ಸಿ. ನ್ಯಾಯಾಲಯ [1152,1635,1280,1641]
notice-subtitle: NOTICE ON I.A.No. 12 TO PROPOSED DEFENDANT No.9, 12, 13, 41, 44, 61, 64, 72, 82, 89, 94 & 108 UNDER ORDER 5 RULE 20 R/W. SECTION 151 OF CODE OF CIVIL PROCEDURE: [463,960,635,991]
notice-chits [4,806,156,1961]
notice-body-2: R1. Arnold Bastian S/o George Bastian, Aged about 58 years. R2. Sabina Anu Bastian W/o Arnold Bastian, Aged about 53 years, Both are residing at No 86, 2nd Floor, R.S Layout, Kammanahalli Main Road, Near Corporation Bank, Bangalore North 560033. Whereas the appellant has filed the above captioned appeal against the respondents challenging the impugned order passed by the learned Prl Civil Judge at Malur on N.1 and 2 in OS No 19/2024 and 2 of CPC in OS 396/2024, dated: 20-12-2024. Hence you are hereby directed to appear before this Hon'ble court on 30/08/2025 at 11:00 am, in person or through an advocate to answer the appeal. Given under my hand and seal of this court on the 23 day of July 2025. By Order of the court Shirasthedhar, Senior Civil Judge Court at Malur. Advocates for plaintiff V.Shankarappa C.Manjunatha Advocates, Malur [967,1264,1117,1409]
notice-subtitle: DRAFT PAPER PUBLICATION [31,296,129,304]
factory-photo [395,198,655,316]
notice-kn-small-1 [326,756,450,916]
notice-body-2: Whereas the disputant has instituted the above dispute U/s 64 of the Chit Funds Act, 1982, before the Deputy Registrar of Chits, Third Zone, Bengaluru for recovery of a sum of Rs.2,26,932/- (Rupees Two Lakhs Twenty-Six Thousand Nine Hundred and ThirtyTwo only) along with interest of 24%per annum and the court cost from the opponents. The summons issued by RPAD to the opponent Nos 01 to 08 (O/B/R Addresses) appear for hearing on 25/07/2025 at 11.00 A.M., in this Court not duly served. Therefore, the said opponents hereby summoned to appear before this Court in person on 13/08/2025, at 11.00 A.M. before the nominee of the Deputy Registrar of Chits, Third Zone, Malleshwaram at Bengaluru, sitting at M/s Margadarsi Chits (K) Pvt. Ltd. Given under my hand and seal of this office on 25/07/2025, at Bengaluru. [9,1089,151,1306]
section-divider [964,480,1306,481]
notice-body: Petitioner: 1. G.Ramakrishna S/o Late Gangaguddaiah, Aged about 62 years, R/at Mayanayakapura Layout, Canara Bank Colony, Nagarabavi, Bangalore North Bangalore-560072. 2. Gangamma D/o Late Gangaguddaiah W/o Gangamaiah, Aged about 76 years. 3. Rathna D/o Sigalaiah W/o Honnegowda Aged about 58 years. 4. Govindappa S/o Sigalaiah, Aged about 54 years. 5. Yashodha D/o Sigalaiah W/o Prakash, Aged about 52 years. 6. Vasu S/o Sigalaiah, Aged about 49 years. 7. Gangamma @ Ganga D/o Late Gangaguddaiah, W/o Krishnamurthy, Aged about 67 years. 2 to 7 are R/at Mayanayakanahalli, Kasaba Hobli, Magadi Taluk, Ramanagara District. - V/s - Respondents: 1. The Tahsildar, Registrar of Births and Deaths, Tahasildar office Magadi Taluk. 2. Ningamma W/o Late Ranganamaiah Aged about 70 years, R/at Mayanayakanahalli, Kasaba Hobli, Magadi Taluk, Ramanagara District. [9,121,151,296]
notice-subtitle: NOTICE TO OPPONENTS NO.01 TO 08 (O/B/R ADDRESSES) THROUGH PAPER PUBLICATION. [13,1062,147,1089]
inset-title: ಕಂಪನಿಗೆ ಶೇ.6.25 ಆರ್ಥಿಕ ನಷ್ಟ [401,329,578,348]
notice-city-civil [644,1354,794,1966]
notice-kn-court-5 [962,1630,1122,1966]
forest-ref-no: ಸಂ: ಎ1/ಟೆಂಡರ್/ಸಿಆರ್-02/2025-26 [967,854,1076,863]
notice-kn-court-4 [1126,1222,1306,1624]
notice-title: BEFORE THE NOMINEE OF THE DEPUTY REGISTRAR OF CHITS, THIRD ZONE, MALLESHWARAM, AT BENGALURU [12,811,148,847]
notice-heading: ಮಾನ್ಯ ಸಿವಿಲ್ ನ್ಯಾಯಾಧೀಶರು ಹಾಗೂ ಜೆ.ಎಂ.ಎಫ್.ಸಿ. ನ್ಯಾಯಾಲಯ [1152,1227,1280,1233]
vachana-story [970,94,1304,474]
vachana-headline-1: ವಚನಗಳಲ್ಲಿದೆ [970,95,1112,133]
